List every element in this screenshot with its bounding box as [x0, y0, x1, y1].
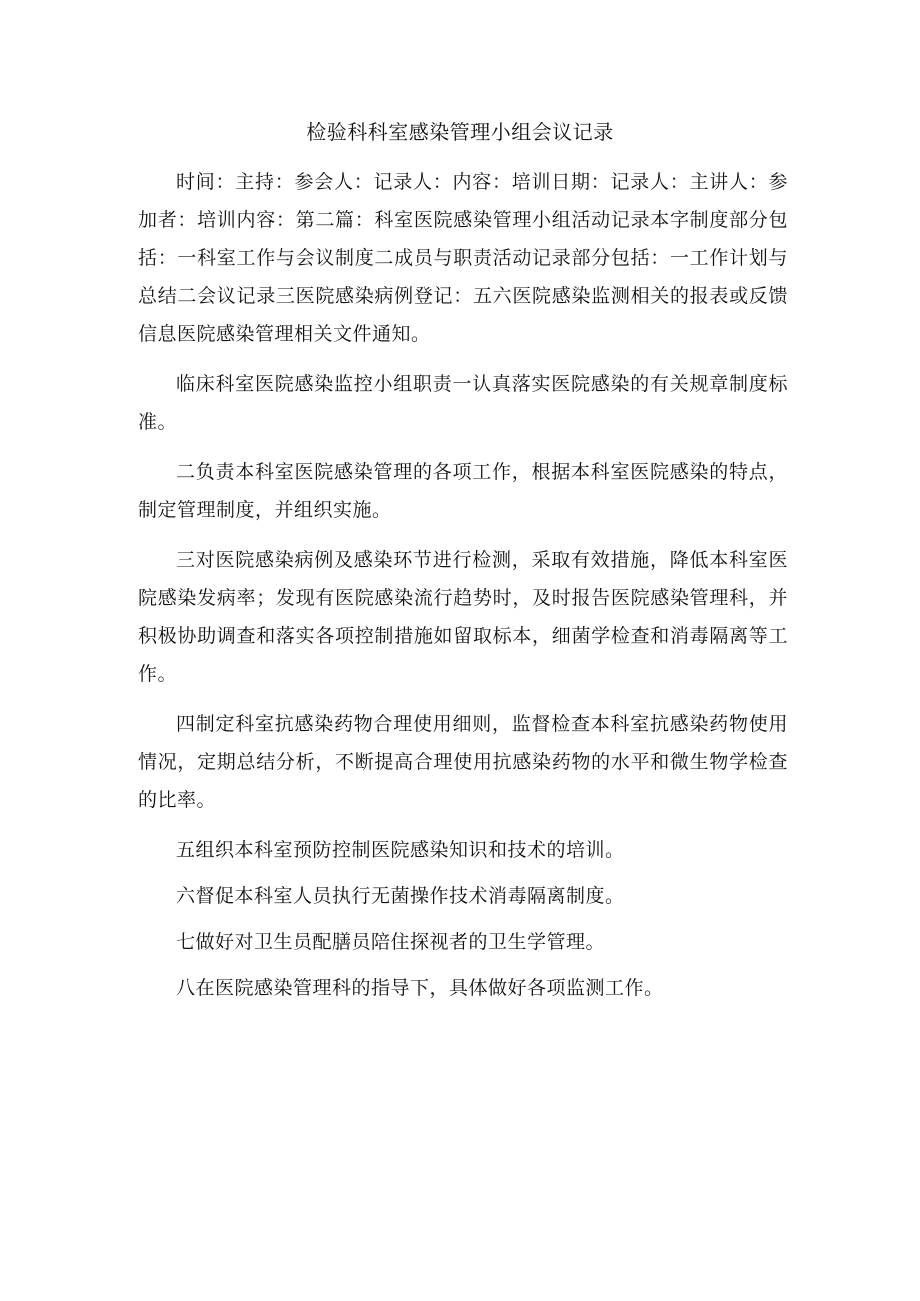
paragraph-duty-8: 八在医院感染管理科的指导下，具体做好各项监测工作。 — [176, 977, 664, 999]
paragraph-duty-2: 二负责本科室医院感染管理的各项工作，根据本科室医院感染的特点，制定管理制度，并组织实施。 — [138, 461, 788, 521]
paragraph-meeting-record-overview: 时间：主持：参会人：记录人：内容：培训日期：记录人：主讲人：参加者：培训内容：第二篇：科室医院感染管理小组活动记录本字制度部分包括：一科室工作与会议制度二成员与职责活动记录部分包括：一工作计划与总结二会议记录三医院感染病例登记：五六医院感染监测相关的报表或反馈信息医院感染管理相关文件通知。 — [138, 171, 788, 345]
paragraph-duty-3: 三对医院感染病例及感染环节进行检测，采取有效措施，降低本科室医院感染发病率；发现有医院感染流行趋势时，及时报告医院感染管理科，并积极协助调查和落实各项控制措施如留取标本，细菌学检查和消毒隔离等工作。 — [138, 549, 788, 685]
document-body — [138, 163, 788, 1015]
paragraph-duty-5: 五组织本科室预防控制医院感染知识和技术的培训。 — [176, 839, 625, 861]
paragraph-duty-4: 四制定科室抗感染药物合理使用细则，监督检查本科室抗感染药物使用情况，定期总结分析，不断提高合理使用抗感染药物的水平和微生物学检查的比率。 — [138, 713, 788, 811]
paragraph-duty-1: 临床科室医院感染监控小组职责一认真落实医院感染的有关规章制度标准。 — [138, 373, 788, 433]
paragraph-duty-6: 六督促本科室人员执行无菌操作技术消毒隔离制度。 — [176, 885, 625, 907]
document-title: 检验科科室感染管理小组会议记录 — [306, 120, 614, 144]
paragraph-duty-7: 七做好对卫生员配膳员陪住探视者的卫生学管理。 — [176, 931, 606, 953]
